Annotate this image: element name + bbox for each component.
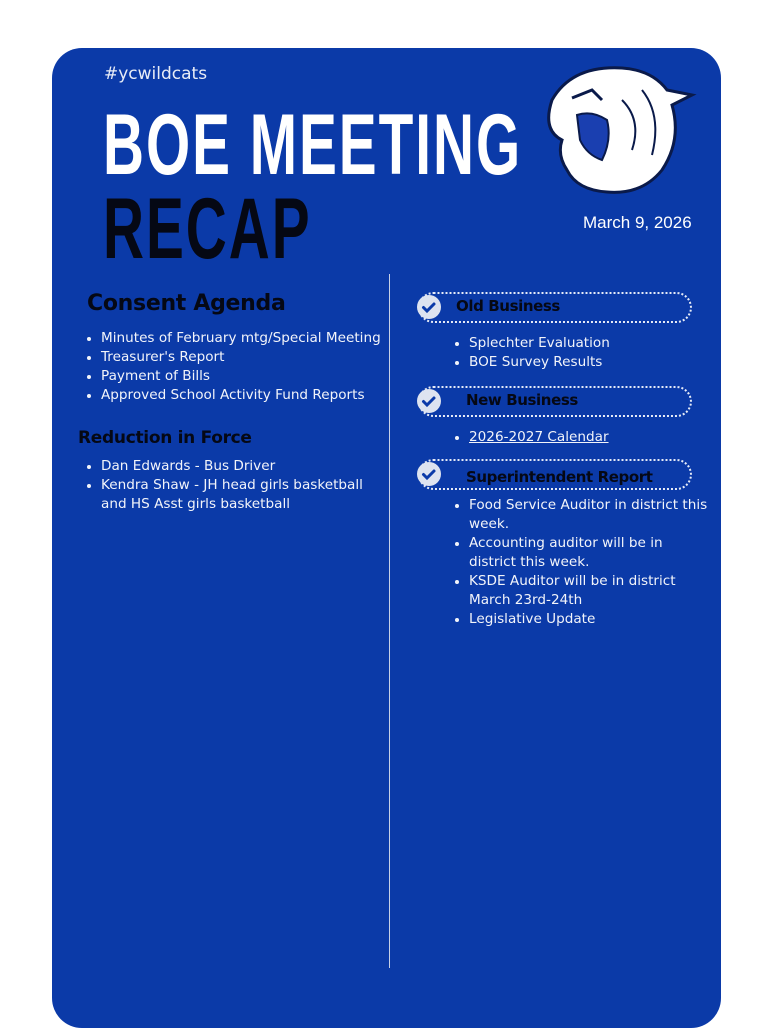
list-item: Food Service Auditor in district this week. bbox=[455, 496, 710, 534]
list-item: Minutes of February mtg/Special Meeting bbox=[87, 329, 381, 348]
meeting-date: March 9, 2026 bbox=[583, 213, 692, 232]
consent-agenda-heading: Consent Agenda bbox=[87, 291, 286, 316]
list-item: BOE Survey Results bbox=[455, 353, 610, 372]
check-circle-icon bbox=[417, 295, 441, 319]
consent-agenda-list bbox=[87, 329, 381, 405]
superintendent-report-heading: Superintendent Report bbox=[466, 468, 653, 486]
list-item: Kendra Shaw - JH head girls basketball and HS Asst girls basketball bbox=[87, 476, 367, 514]
new-business-list bbox=[455, 428, 609, 447]
superintendent-report-banner bbox=[418, 459, 692, 490]
list-item: KSDE Auditor will be in district March 23rd-24th bbox=[455, 572, 710, 610]
check-circle-icon bbox=[417, 462, 441, 486]
title-line1: BOE MEETING bbox=[103, 97, 523, 193]
column-divider bbox=[389, 274, 390, 968]
old-business-banner bbox=[418, 292, 692, 323]
list-item: Splechter Evaluation bbox=[455, 334, 610, 353]
old-business-list bbox=[455, 334, 610, 372]
list-item: Legislative Update bbox=[455, 610, 710, 629]
list-item: Dan Edwards - Bus Driver bbox=[87, 457, 367, 476]
list-item: Treasurer's Report bbox=[87, 348, 381, 367]
list-item: Accounting auditor will be in district this week. bbox=[455, 534, 710, 572]
new-business-banner bbox=[418, 386, 692, 417]
calendar-link[interactable]: 2026-2027 Calendar bbox=[469, 429, 609, 445]
title-line2: RECAP bbox=[103, 181, 312, 277]
new-business-heading: New Business bbox=[466, 391, 578, 409]
list-item: Approved School Activity Fund Reports bbox=[87, 386, 381, 405]
hashtag: #ycwildcats bbox=[104, 64, 208, 84]
wildcat-mascot-logo bbox=[532, 60, 697, 200]
reduction-in-force-list bbox=[87, 457, 367, 514]
superintendent-report-list bbox=[455, 496, 710, 629]
list-item bbox=[455, 428, 609, 447]
list-item: Payment of Bills bbox=[87, 367, 381, 386]
check-circle-icon bbox=[417, 389, 441, 413]
reduction-in-force-heading: Reduction in Force bbox=[78, 428, 252, 448]
old-business-heading: Old Business bbox=[456, 297, 560, 315]
